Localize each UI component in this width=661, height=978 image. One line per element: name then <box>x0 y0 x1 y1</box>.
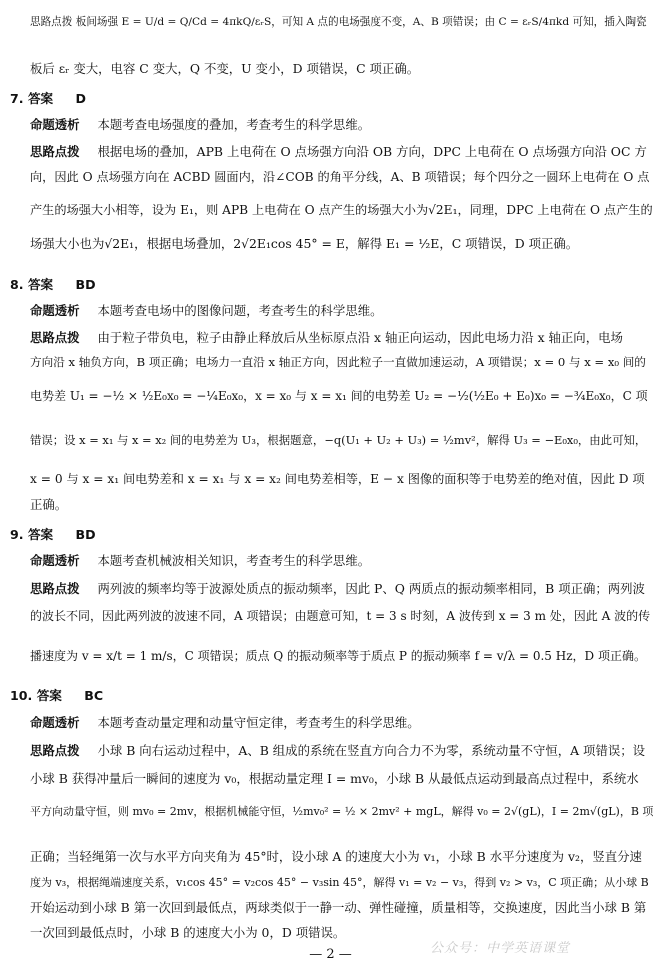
q8-hint-label: 思路点拨 <box>30 330 80 345</box>
q10-analysis <box>30 714 420 732</box>
q8-hint-line-3: 电势差 U₁ = −½ × ½E₀x₀ = −¼E₀x₀，x = x₀ 与 x = x₁ 间的电势差 U₂ = −½(½E₀ + E₀)x₀ = −¾E₀x₀，C 项 <box>30 389 648 403</box>
q8-hint-line-5: x = 0 与 x = x₁ 间电势差和 x = x₁ 与 x = x₂ 间电势差相等，E − x 图像的面积等于电势差的绝对值，因此 D 项 <box>30 472 645 486</box>
q10-hint-line-2: 小球 B 获得冲量后一瞬间的速度为 v₀，根据动量定理 I = mv₀，小球 B 从最低点运动到最高点过程中，系统水 <box>30 771 639 786</box>
q10-answer: BC <box>84 688 104 703</box>
q8-hint-line-1 <box>30 329 623 347</box>
q10-analysis-text: 本题考查动量定理和动量守恒定律，考查考生的科学思维。 <box>97 715 420 730</box>
q9-hint-label: 思路点拨 <box>30 581 80 596</box>
q9-hint-line-1 <box>30 580 645 598</box>
q10-hint-line-4: 正确；当轻绳第一次与水平方向夹角为 45°时，设小球 A 的速度大小为 v₁，小球 B 水平分速度为 v₂，竖直分速 <box>30 849 642 864</box>
q10-hint-line-7: 一次回到最低点时，小球 B 的速度大小为 0，D 项错误。 <box>30 925 346 940</box>
q10-hint-line-5: 度为 v₃，根据绳端速度关系，v₁cos 45° = v₂cos 45° − v₃sin 45°，解得 v₁ = v₂ − v₃，得到 v₂ > v₃，C 项正确；从小球 B <box>30 876 649 889</box>
q9-hint-text-1: 两列波的频率均等于波源处质点的振动频率，因此 P、Q 两质点的振动频率相同，B 项正确；两列波 <box>97 581 645 596</box>
q9-analysis <box>30 552 370 570</box>
q7-hint-label: 思路点拨 <box>30 144 80 159</box>
q10-hint-line-6: 开始运动到小球 B 第一次回到最低点，两球类似于一静一动、弹性碰撞，质量相等，交换速度，因此当小球 B 第 <box>30 900 647 915</box>
q7-hint-line-4: 场强大小也为√2E₁，根据电场叠加，2√2E₁cos 45° = E，解得 E₁ = ½E，C 项错误，D 项正确。 <box>30 236 579 251</box>
q10-number: 10. <box>10 688 33 703</box>
intro-line-1: 思路点拨 板间场强 E = U/d = Q/Cd = 4πkQ/εᵣS，可知 A 点的电场强度不变，A、B 项错误；由 C = εᵣS/4πkd 可知，插入陶瓷 <box>30 16 647 28</box>
q9-hint-line-3: 播速度为 v = x/t = 1 m/s，C 项错误；质点 Q 的振动频率等于质点 P 的振动频率 f = v/λ = 0.5 Hz，D 项正确。 <box>30 649 646 663</box>
q9-number: 9. <box>10 527 24 542</box>
q8-analysis-text: 本题考查电场中的图像问题，考查考生的科学思维。 <box>97 303 383 318</box>
q8-answer-label: 答案 <box>27 277 54 292</box>
intro-line-2: 板后 εᵣ 变大，电容 C 变大，Q 不变，U 变小，D 项错误，C 项正确。 <box>30 61 420 76</box>
q8-hint-line-4: 错误；设 x = x₁ 与 x = x₂ 间的电势差为 U₃，根据题意，−q(U₁ + U₂ + U₃) = ½mv²，解得 U₃ = −E₀x₀，由此可知， <box>30 433 647 447</box>
q7-answer-label: 答案 <box>27 91 54 106</box>
q8-header <box>10 274 96 293</box>
q7-hint-line-1 <box>30 143 647 161</box>
q9-analysis-text: 本题考查机械波相关知识，考查考生的科学思维。 <box>97 553 371 568</box>
q8-hint-line-6: 正确。 <box>30 497 68 512</box>
page-number: — 2 — <box>309 947 352 962</box>
q8-number: 8. <box>10 277 24 292</box>
q10-hint-line-1 <box>30 742 645 760</box>
q7-hint-line-2: 向，因此 O 点场强方向在 ACBD 圆面内，沿∠COB 的角平分线，A、B 项错误；每个四分之一圆环上电荷在 O 点 <box>30 170 650 184</box>
q8-hint-text-1: 由于粒子带负电，粒子由静止释放后从坐标原点沿 x 轴正向运动，因此电场力沿 x 轴正向，电场 <box>97 330 623 345</box>
q7-analysis-text: 本题考查电场强度的叠加，考查考生的科学思维。 <box>97 117 371 132</box>
q10-hint-line-3: 平方向动量守恒，则 mv₀ = 2mv，根据机械能守恒，½mv₀² = ½ × 2mv² + mgL，解得 v₀ = 2√(gL)，I = 2m√(gL)，B 项 <box>30 805 654 818</box>
q10-hint-text-1: 小球 B 向右运动过程中，A、B 组成的系统在竖直方向合力不为零，系统动量不守恒，A 项错误；设 <box>97 743 646 758</box>
q7-answer: D <box>75 91 86 106</box>
q7-hint-line-3: 产生的场强大小相等，设为 E₁，则 APB 上电荷在 O 点产生的场强大小为√2E₁，同理，DPC 上电荷在 O 点产生的 <box>30 203 653 217</box>
q8-hint-line-2: 方向沿 x 轴负方向，B 项正确；电场力一直沿 x 轴正方向，因此粒子一直做加速运动，A 项错误；x = 0 与 x = x₀ 间的 <box>30 355 646 369</box>
q10-analysis-label: 命题透析 <box>30 715 80 730</box>
q7-hint-text-1: 根据电场的叠加，APB 上电荷在 O 点场强方向沿 OB 方向，DPC 上电荷在 O 点场强方向沿 OC 方 <box>97 144 647 159</box>
q10-header <box>10 685 103 704</box>
q9-hint-line-2: 的波长不同，因此两列波的波速不同，A 项错误；由题意可知，t = 3 s 时刻，A 波传到 x = 3 m 处，因此 A 波的传 <box>30 609 651 623</box>
q9-answer-label: 答案 <box>27 527 54 542</box>
q8-analysis-label: 命题透析 <box>30 303 80 318</box>
q8-analysis <box>30 302 383 320</box>
q7-analysis-label: 命题透析 <box>30 117 80 132</box>
q8-answer: BD <box>75 277 96 292</box>
q7-number: 7. <box>10 91 24 106</box>
q9-answer: BD <box>75 527 96 542</box>
q9-analysis-label: 命题透析 <box>30 553 80 568</box>
q9-header <box>10 524 96 543</box>
q10-hint-label: 思路点拨 <box>30 743 80 758</box>
q7-analysis <box>30 116 370 134</box>
q7-header <box>10 88 86 107</box>
watermark: 公众号：中学英语课堂 <box>430 941 571 956</box>
q10-answer-label: 答案 <box>36 688 62 703</box>
